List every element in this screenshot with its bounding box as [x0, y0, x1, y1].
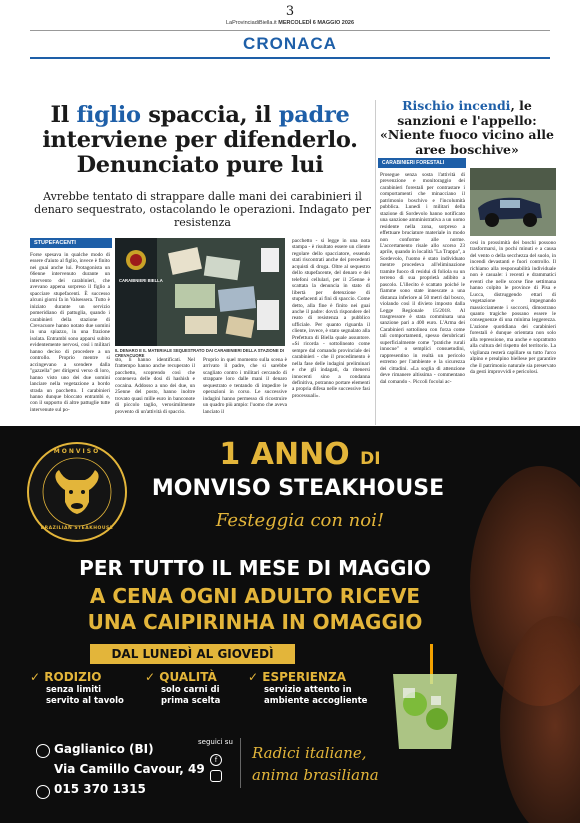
caipirinha-glass-icon — [385, 644, 465, 754]
article-column-4: pacchetto - si legge in una nota stampa - è risultato essere un cliente regolare dello spacciatore, essendo stati riscontrati anche dei precedenti acquisti di droga. Oltre al sequestro dello stupefacente, del denaro e dei telefoni cellulari, per il 25enne è scattata la denuncia in stato di libertà per detenzione di stupefacenti ai fini di spaccio. Come detto, alla fine è finito nei guai anche il padre: dovrà rispondere del reato di resistenza a pubblico ufficiale. Per quanto riguarda il cliente, invece, è stato segnalato alla Prefettura di Biella quale assuntore. «Si ricorda - sottolineato come sempre dal comando provinciale dei carabinieri - che il procedimento è nella fase delle indagini preliminari e che gli indagati, da ritenersi innocenti sino a condanna definitiva, potranno portare elementi a propria difesa nelle successive fasi processuali». — [292, 238, 370, 399]
promo-line-1: PER TUTTO IL MESE DI MAGGIO — [79, 556, 431, 580]
article-column-3: Proprio in quel momento sulla scena è arrivato il padre, che si sarebbe scagliato contro i militari cercando di strappare loro dalle mani il denaro sequestrato e tentando di impedire le operazioni in corso. Le successive indagini hanno permesso di ricostruire un quadro più ampio: l'uomo che aveva lanciato il — [203, 357, 287, 415]
feature-title: QUALITÀ — [159, 670, 217, 684]
masthead-line — [0, 20, 580, 26]
article-column-1: Forse spesava in qualche modo di essere d'aiuto al figlio, invece è finito nei guai anche lui. Protagonista un 66enne intervenuto durante un intervento dei carabinieri, che avevano appena sorpreso il figlio a spacciare stupefacenti. È successo alcuni giorni fa in Valsessera. Tutto è iniziato durante un servizio pomeridiano di pattuglia, quando i carabinieri della stazione di Crevacuore hanno notato due uomini in una spiazzo, in una frazione isolata. Entrambi sono apparsi subito evidentemente nervosi, così i militari hanno deciso di procedere a un controllo. Proprio mentre si accingevano a scendere dalla "gazzella" per dirigersi verso di loro, hanno visto uno dei due uomini lanciare nella vegetazione a bordo strada un pacchetto. I carabinieri hanno dunque bloccato entrambi e, con il supporto di altre pattuglie tutte intervenute sul po- — [30, 252, 110, 413]
facebook-icon[interactable]: f — [210, 754, 222, 766]
feature-line: servizio attento in — [264, 685, 352, 695]
masthead: LaProvinciadiBiella.it — [225, 20, 277, 26]
instagram-icon[interactable] — [210, 770, 222, 782]
photo-caption: IL DENARO E IL MATERIALE SEQUESTRATO DAI CARABINIERI DELLA STAZIONE DI CREVACUORE — [115, 348, 284, 358]
article-photo — [115, 238, 285, 346]
side-column-1: Prosegue senza sosta l'attività di prevenzione e monitoraggio dei carabinieri forestali per contrastare i comportamenti che minacciano il patrimonio boschivo e l'incolumità pubblica. Lunedì i militari della stazione di Sordevolo hanno notificato una sanzione amministrativa a un uomo residente nella zona, sorpreso a effettuare bruciature materiale in modo non conforme alle norme. L'accertamento risale allo scorso 23 aprile, quando in località "La Trappa", a Sordevolo, l'uomo è stato individuato mentre procedeva all'eliminazione tramite fuoco di residui di foliola su un terreno di sua proprietà adibito a pascolo. L'illecito è scattato poiché le fiamme sono state innescate a una distanza inferiore ai 50 metri dal bosco, violando così il divieto imposto dalla Legge Regionale 15/2018. Al trasgressore è stata comminata una sanzione pari a 400 euro. L'Arma dei Carabinieri sottolinea con forza come tali comportamenti, spesso derubricati superficialmente come "pratiche rurali innocue" o semplici consuetudini, rappresentino in realtà un pericolo estremo per l'ambiente e la sicurezza dei cittadini. «La soglia di attenzione deve rimanere altissima - commentano dal comando -. Piccoli focolai ac- — [380, 172, 465, 385]
feature-line: ambiente accogliente — [264, 696, 368, 706]
headline-part: spaccia, il — [140, 102, 279, 128]
restaurant-name: MONVISO STEAKHOUSE — [151, 476, 445, 501]
check-icon: ✓ — [248, 670, 259, 684]
steakhouse-advertisement — [0, 426, 580, 823]
anniversary-big: 1 ANNO — [219, 437, 350, 472]
feature-title: ESPERIENZA — [262, 670, 347, 684]
feature-line: senza limiti — [46, 685, 102, 695]
side-headline-part: , le sanzioni e l'appello: «Niente fuoco vicino alle aree boschive» — [380, 98, 554, 157]
feature-esperienza — [248, 670, 380, 707]
side-photo — [470, 168, 556, 236]
article-column-2: sto, li hanno identificati. Nel frattempo hanno anche recuperato il pacchetto, scoprendo così che conteneva delle dosi di hashish e cocaina. Addosso a uno dei due, un 25enne del posto, hanno inoltre trovato quasi mille euro in banconote di piccolo taglio, verosimilmente provento di un'attività di spaccio. — [115, 357, 195, 415]
follow-label: seguici su — [198, 738, 233, 746]
section-title: CRONACA — [243, 34, 337, 53]
promo-line-3: UNA CAIPIRINHA IN OMAGGIO — [87, 610, 423, 634]
side-topic-tag: CARABINIERI FORESTALI — [378, 158, 466, 168]
anniversary-heading — [150, 438, 450, 476]
section-rule — [30, 57, 550, 59]
side-photo-illustration — [470, 168, 556, 236]
monviso-logo — [27, 442, 127, 542]
tagline-line-2: anima brasiliana — [252, 766, 379, 784]
issue-date: MERCOLEDÌ 6 MAGGIO 2026 — [278, 20, 355, 26]
headline-part: interviene per difenderlo. Denunciato pure lui — [42, 127, 358, 178]
headline-part: Il — [50, 102, 77, 128]
feature-line: solo carni di — [161, 685, 220, 695]
feature-line: servito al tavolo — [46, 696, 124, 706]
logo-brand: MONVISO — [53, 448, 101, 455]
feature-line: prima scelta — [161, 696, 221, 706]
celebrate-script: Festeggia con noi! — [215, 510, 385, 531]
feature-title: RODIZIO — [44, 670, 102, 684]
page-number: 3 — [285, 4, 295, 19]
check-icon: ✓ — [30, 670, 41, 684]
side-column-2: cesi in prossimità dei boschi possono trasformarsi, in pochi minuti e a causa del vento o della secchezza del suolo, in incendi devastanti e fuori controllo. Il richiamo alla responsabilità individuale non è casuale: i recenti e drammatici eventi che nelle scorse fine settimana hanno colpito le province di Pisa e Lucca, distruggendo ettari di vegetazione e impegnando massicciamente i soccorsi, dimostrano quanto tragiche possano essere le conseguenze di una minima leggerezza. L'azione quotidiana dei carabinieri forestali è dunque orientata non solo alla repressione, ma anche e soprattutto alla cultura del rispetto del territorio. La vigilanza resterà capillare su tutto l'arco alpino e prealpino biellese per garantire che il patrimonio naturale sia preservato da gesti improvvidi e pericolosi. — [470, 240, 556, 376]
address-city: Gaglianico (BI) — [54, 742, 154, 756]
side-headline — [378, 99, 556, 157]
headline-highlight: padre — [278, 102, 350, 128]
location-icon — [36, 744, 50, 758]
column-divider — [375, 100, 376, 425]
anniversary-small: DI — [360, 449, 381, 469]
ad-divider — [240, 738, 241, 788]
main-headline — [30, 103, 370, 178]
side-headline-highlight: Rischio incendi — [402, 98, 511, 113]
days-banner: DAL LUNEDÌ AL GIOVEDÌ — [90, 644, 295, 664]
promo-line-2: A CENA OGNI ADULTO RICEVE — [89, 584, 421, 608]
photo-illustration — [115, 238, 285, 346]
phone-icon — [36, 785, 50, 799]
phone-number: 015 370 1315 — [54, 782, 146, 796]
photo-sign: CARABINIERI BIELLA — [119, 278, 163, 283]
feature-rodizio — [30, 670, 142, 707]
feature-qualita — [145, 670, 253, 707]
tagline-line-1: Radici italiane, — [252, 744, 367, 762]
check-icon: ✓ — [145, 670, 156, 684]
headline-highlight: figlio — [76, 102, 141, 128]
main-subtitle: Avrebbe tentato di strappare dalle mani dei carabinieri il denaro sequestrato, ostacolando le operazioni. Indagato per resistenza — [34, 190, 371, 229]
topic-tag: STUPEFACENTI — [30, 238, 112, 248]
address-street: Via Camillo Cavour, 49 — [54, 762, 205, 776]
header-rule — [30, 30, 550, 31]
logo-subtitle: BRAZILIAN STEAKHOUSE — [40, 526, 114, 531]
